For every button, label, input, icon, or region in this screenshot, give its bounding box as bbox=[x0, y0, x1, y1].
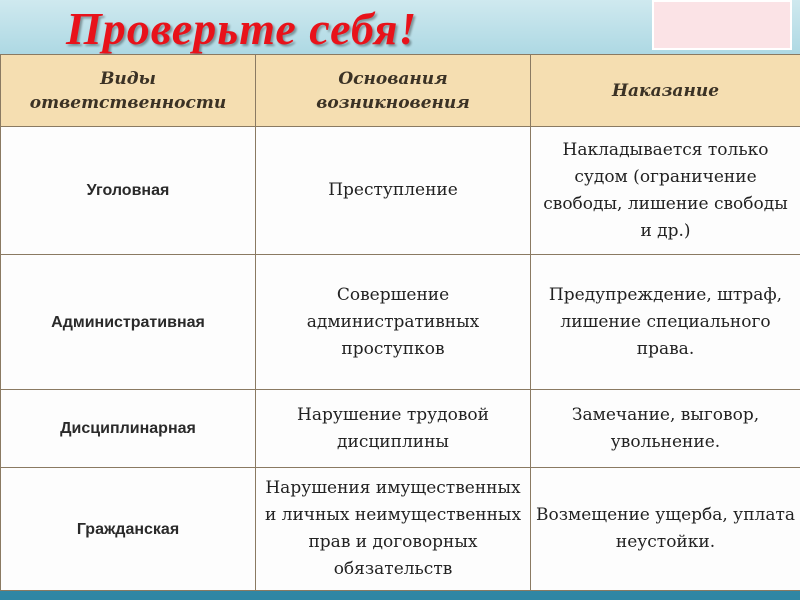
slide-title: Проверьте себя! bbox=[66, 3, 418, 54]
row-basis: Нарушение трудовой дисциплины bbox=[256, 390, 531, 468]
row-punishment: Возмещение ущерба, уплата неустойки. bbox=[531, 468, 800, 591]
row-basis: Преступление bbox=[256, 127, 531, 255]
row-punishment: Замечание, выговор, увольнение. bbox=[531, 390, 800, 468]
table-row bbox=[1, 255, 800, 390]
row-basis: Совершение административных проступков bbox=[256, 255, 531, 390]
table-row bbox=[1, 468, 800, 591]
table-header-row bbox=[1, 55, 800, 127]
row-kind: Дисциплинарная bbox=[1, 390, 256, 468]
row-punishment: Накладывается только судом (ограничение свободы, лишение свободы и др.) bbox=[531, 127, 800, 255]
table-row bbox=[1, 127, 800, 255]
decorative-box bbox=[652, 0, 792, 50]
table-row bbox=[1, 390, 800, 468]
responsibility-table bbox=[0, 54, 800, 591]
row-punishment: Предупреждение, штраф, лишение специального права. bbox=[531, 255, 800, 390]
header-kinds: Виды ответственности bbox=[1, 55, 256, 127]
header-punishment: Наказание bbox=[531, 55, 800, 127]
header-basis: Основания возникновения bbox=[256, 55, 531, 127]
row-basis: Нарушения имущественных и личных неимущественных прав и договорных обязательств bbox=[256, 468, 531, 591]
row-kind: Административная bbox=[1, 255, 256, 390]
row-kind: Уголовная bbox=[1, 127, 256, 255]
row-kind: Гражданская bbox=[1, 468, 256, 591]
